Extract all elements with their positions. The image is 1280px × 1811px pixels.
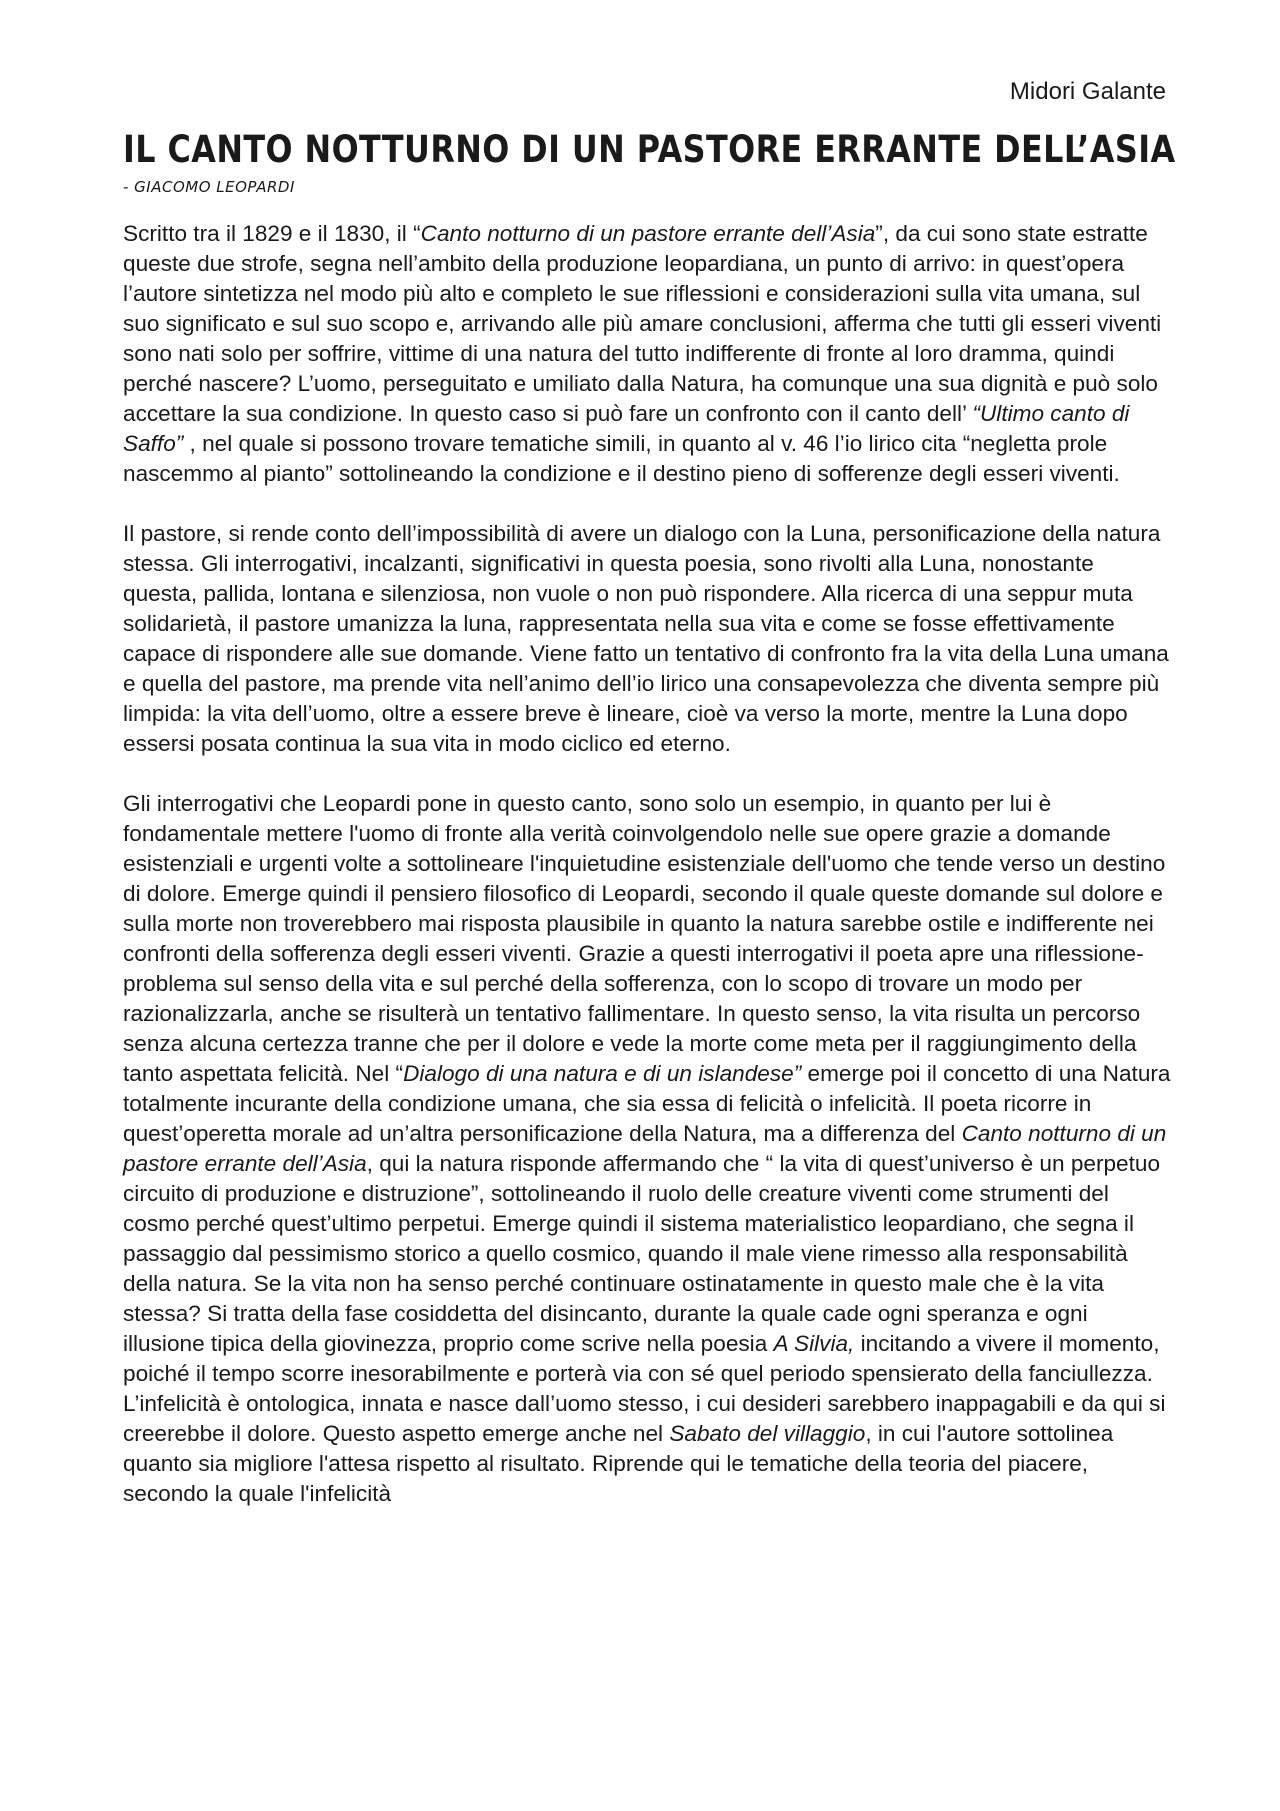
text-run: Gli interrogativi che Leopardi pone in questo canto, sono solo un esempio, in quanto per lui è fondamentale mettere l'uomo di fronte alla verità coinvolgendolo nelle sue opere grazie a domande esistenziali e urgenti volte a sottolineare l'inquietudine esistenziale dell'uomo che tende verso un destino di dolore. Emerge quindi il pensiero filosofico di Leopardi, secondo il quale queste domande sul dolore e sulla morte non troverebbero mai risposta plausibile in quanto la natura sarebbe ostile e indifferente nei confronti della sofferenza degli esseri viventi. Grazie a questi interrogativi il poeta apre una riflessione-problema sul senso della vita e sul perché della sofferenza, con lo scopo di trovare un modo per razionalizzarla, anche se risulterà un tentativo fallimentare. In questo senso, la vita risulta un percorso senza alcuna certezza tranne che per il dolore e vede la morte come meta per il raggiungimento della tanto aspettata felicità. Nel “ (123, 791, 1166, 1086)
text-run: , in cui l'autore sottolinea quanto sia migliore l'attesa rispetto al risultato. Riprende qui le tematiche della teoria del piacere, secondo la quale l'infelicità (123, 1421, 1114, 1506)
page-subtitle: - GIACOMO LEOPARDI (123, 178, 295, 196)
page-title: IL CANTO NOTTURNO DI UN PASTORE ERRANTE DELL’ASIA (123, 128, 1176, 171)
paragraph-1 (123, 219, 1173, 489)
body-text (123, 219, 1173, 1539)
text-run: Canto notturno di un pastore errante dell’Asia (123, 1121, 1167, 1176)
text-run: , qui la natura risponde affermando che “ la vita di quest’universo è un perpetuo circuito di produzione e distruzione”, sottolineando il ruolo delle creature viventi come strumenti del cosmo perché quest’ultimo perpetui. Emerge quindi il sistema materialistico leopardiano, che segna il passaggio dal pessimismo storico a quello cosmico, quando il male viene rimesso alla responsabilità della natura. Se la vita non ha senso perché continuare ostinatamente in questo male che è la vita stessa? Si tratta della fase cosiddetta del disincanto, durante la quale cade ogni speranza e ogni illusione tipica della giovinezza, proprio come scrive nella poesia (123, 1151, 1161, 1356)
author-name: Midori Galante (1009, 78, 1166, 105)
text-run: A Silvia, (773, 1331, 855, 1356)
text-run: “Ultimo canto di Saffo” (123, 401, 1130, 456)
text-run: Dialogo di una natura e di un islandese” (403, 1061, 802, 1086)
paragraph-3 (123, 789, 1173, 1509)
text-run: emerge poi il concetto di una Natura totalmente incurante della condizione umana, che sia essa di felicità o infelicità. Il poeta ricorre in quest’operetta morale ad un’altra personificazione della Natura, ma a differenza del (123, 1061, 1171, 1146)
text-run: ”, da cui sono state estratte queste due strofe, segna nell’ambito della produzione leopardiana, un punto di arrivo: in quest’opera l’autore sintetizza nel modo più alto e completo le sue riflessioni e considerazioni sulla vita umana, sul suo significato e sul suo scopo e, arrivando alle più amare conclusioni, afferma che tutti gli esseri viventi sono nati solo per soffrire, vittime di una natura del tutto indifferente di fronte al loro dramma, quindi perché nascere? L’uomo, perseguitato e umiliato dalla Natura, ha comunque una sua dignità e può solo accettare la sua condizione. In questo caso si può fare un confronto con il canto dell’ (123, 221, 1162, 426)
paragraph-2 (123, 519, 1173, 759)
text-run: Canto notturno di un pastore errante dell’Asia (420, 221, 876, 246)
text-run: Il pastore, si rende conto dell’impossibilità di avere un dialogo con la Luna, personificazione della natura stessa. Gli interrogativi, incalzanti, significativi in questa poesia, sono rivolti alla Luna, nonostante questa, pallida, lontana e silenziosa, non vuole o non può rispondere. Alla ricerca di una seppur muta solidarietà, il pastore umanizza la luna, rappresentata nella sua vita e come se fosse effettivamente capace di rispondere alle sue domande. Viene fatto un tentativo di confronto fra la vita della Luna umana e quella del pastore, ma prende vita nell’animo dell’io lirico una consapevolezza che diventa sempre più limpida: la vita dell’uomo, oltre a essere breve è lineare, cioè va verso la morte, mentre la Luna dopo essersi posata continua la sua vita in modo ciclico ed eterno. (123, 521, 1169, 756)
text-run: Scritto tra il 1829 e il 1830, il “ (123, 221, 421, 246)
text-run: , nel quale si possono trovare tematiche simili, in quanto al v. 46 l’io lirico cita “negletta prole nascemmo al pianto” sottolineando la condizione e il destino pieno di sofferenze degli esseri viventi. (123, 431, 1120, 486)
text-run: Sabato del villaggio (669, 1421, 866, 1446)
text-run: incitando a vivere il momento, poiché il tempo scorre inesorabilmente e porterà via con sé quel periodo spensierato della fanciullezza. L’infelicità è ontologica, innata e nasce dall’uomo stesso, i cui desideri sarebbero inappagabili e da qui si creerebbe il dolore. Questo aspetto emerge anche nel (123, 1331, 1166, 1446)
